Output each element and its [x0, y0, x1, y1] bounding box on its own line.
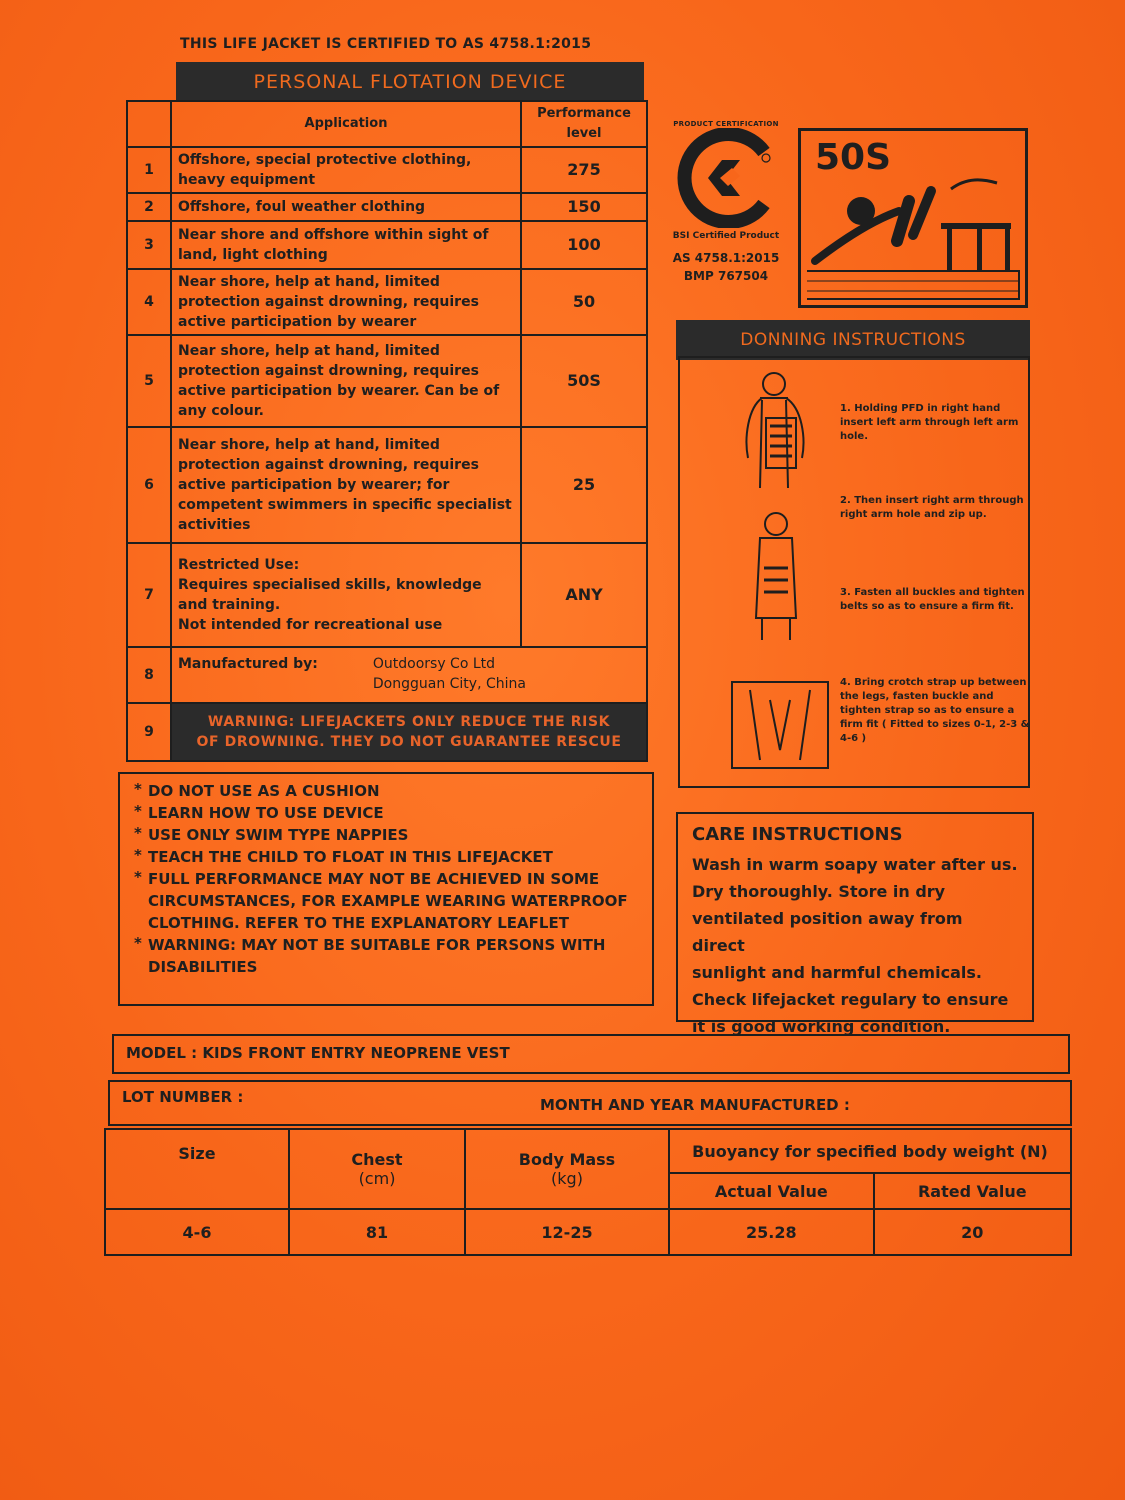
- row-number: 1: [127, 147, 171, 193]
- bullet-item: * WARNING: MAY NOT BE SUITABLE FOR PERSONS WITH DISABILITIES: [148, 934, 642, 978]
- bullet-item: * TEACH THE CHILD TO FLOAT IN THIS LIFEJACKET: [148, 846, 642, 868]
- pfd-title: PERSONAL FLOTATION DEVICE: [176, 62, 644, 102]
- rated-value-header: Rated Value: [874, 1173, 1071, 1209]
- standard-label: AS 4758.1:2015: [672, 251, 780, 265]
- performance-badge: [798, 128, 1028, 308]
- care-line: Dry thoroughly. Store in dry: [692, 882, 946, 901]
- donning-instructions: [678, 356, 1030, 788]
- safety-bullets: [118, 772, 654, 1006]
- donning-step: 3. Fasten all buckles and tighten belts so as to ensure a firm fit.: [840, 587, 1025, 612]
- donning-step: 4. Bring crotch strap up between the legs, fasten buckle and tighten strap so as to ensure a firm fit ( Fitted to sizes 0-1, 2-3 & 4-6 ): [840, 677, 1030, 744]
- row-level: ANY: [521, 543, 647, 647]
- bmp-label: BMP 767504: [683, 269, 769, 283]
- row-number: 3: [127, 221, 171, 269]
- table-row: [127, 269, 647, 335]
- row-application: Near shore, help at hand, limited protection against drowning, requires active participation by wearer: [171, 269, 521, 335]
- table-row: [127, 427, 647, 543]
- row-application: Near shore and offshore within sight of land, light clothing: [171, 221, 521, 269]
- manufacturer-cell: [171, 647, 647, 703]
- row-level: 150: [521, 193, 647, 221]
- size-table: [104, 1128, 1072, 1256]
- manufacturer-name: Outdoorsy Co Ltd: [372, 656, 496, 672]
- bullet-item: * LEARN HOW TO USE DEVICE: [148, 802, 642, 824]
- table-header-row: [127, 101, 647, 147]
- row-number: 8: [127, 647, 171, 703]
- size-value: 4-6: [105, 1209, 289, 1255]
- performance-table: [126, 100, 648, 762]
- product-certification: [660, 120, 792, 310]
- care-line: Check lifejacket regulary to ensure: [692, 990, 1009, 1009]
- warning-line: OF DROWNING. THEY DO NOT GUARANTEE RESCUE: [196, 734, 622, 750]
- restricted-line: Requires specialised skills, knowledge and training.: [178, 577, 482, 613]
- row-number: 9: [127, 703, 171, 761]
- table-row: [127, 221, 647, 269]
- number-header: [127, 101, 171, 147]
- rated-value: 20: [874, 1209, 1071, 1255]
- table-row: [127, 543, 647, 647]
- care-line: it is good working condition.: [692, 1017, 951, 1036]
- care-title: CARE INSTRUCTIONS: [692, 824, 903, 845]
- warning-band: [171, 703, 647, 761]
- lot-bar: [108, 1080, 1072, 1126]
- chest-value: 81: [289, 1209, 465, 1255]
- bullet-item: * USE ONLY SWIM TYPE NAPPIES: [148, 824, 642, 846]
- mass-header: [465, 1129, 669, 1209]
- donning-step: 1. Holding PFD in right hand insert left arm through left arm hole.: [840, 403, 1019, 442]
- manufacturer-row: [127, 647, 647, 703]
- bsi-label: BSI Certified Product: [672, 231, 780, 241]
- actual-value-header: Actual Value: [669, 1173, 874, 1209]
- row-level: 275: [521, 147, 647, 193]
- row-number: 5: [127, 335, 171, 427]
- restricted-line: Not intended for recreational use: [178, 617, 443, 633]
- actual-value: 25.28: [669, 1209, 874, 1255]
- row-application: Offshore, foul weather clothing: [171, 193, 521, 221]
- row-number: 2: [127, 193, 171, 221]
- manufacturer-city: Dongguan City, China: [372, 676, 526, 692]
- manufacture-date-label: MONTH AND YEAR MANUFACTURED :: [540, 1096, 850, 1114]
- performance-header: Performance level: [521, 101, 647, 147]
- row-application: Near shore, help at hand, limited protection against drowning, requires active participation by wearer. Can be of any colour.: [171, 335, 521, 427]
- care-line: sunlight and harmful chemicals.: [692, 963, 982, 982]
- mass-value: 12-25: [465, 1209, 669, 1255]
- donning-title: DONNING INSTRUCTIONS: [676, 320, 1030, 360]
- warning-line: WARNING: LIFEJACKETS ONLY REDUCE THE RISK: [207, 714, 611, 730]
- manufacturer-label: Manufactured by:: [178, 656, 318, 672]
- bsi-kitemark-icon: [660, 128, 792, 228]
- table-row: [127, 147, 647, 193]
- table-row: [127, 193, 647, 221]
- mass-unit: (kg): [551, 1169, 583, 1188]
- care-instructions: [676, 812, 1034, 1036]
- care-line: Wash in warm soapy water after us.: [692, 855, 1018, 874]
- row-level: 50S: [521, 335, 647, 427]
- model-label: MODEL : KIDS FRONT ENTRY NEOPRENE VEST: [126, 1044, 510, 1062]
- chest-unit: (cm): [358, 1169, 396, 1188]
- lot-number-label: LOT NUMBER :: [122, 1088, 244, 1106]
- mass-label: Body Mass: [518, 1150, 616, 1169]
- warning-row: [127, 703, 647, 761]
- row-number: 4: [127, 269, 171, 335]
- swimmer-rescue-icon: [801, 131, 1025, 305]
- size-header-row: [105, 1129, 1071, 1173]
- certification-line: THIS LIFE JACKET IS CERTIFIED TO AS 4758.1:2015: [180, 36, 592, 52]
- row-application: Offshore, special protective clothing, heavy equipment: [171, 147, 521, 193]
- buoyancy-header: Buoyancy for specified body weight (N): [669, 1129, 1071, 1173]
- table-row: [127, 335, 647, 427]
- application-header: Application: [171, 101, 521, 147]
- care-line: ventilated position away from direct: [692, 909, 963, 955]
- chest-label: Chest: [351, 1150, 403, 1169]
- row-level: 50: [521, 269, 647, 335]
- donning-step: 2. Then insert right arm through right arm hole and zip up.: [840, 495, 1024, 520]
- crotch-strap-icon: [730, 680, 830, 770]
- badge-label: 50S: [815, 137, 892, 178]
- row-application: Near shore, help at hand, limited protection against drowning, requires active participation by wearer; for competent swimmers in specific specialist activities: [171, 427, 521, 543]
- row-number: 7: [127, 543, 171, 647]
- row-number: 6: [127, 427, 171, 543]
- chest-header: [289, 1129, 465, 1209]
- certification-heading: PRODUCT CERTIFICATION: [673, 120, 779, 128]
- row-level: 25: [521, 427, 647, 543]
- person-zipping-pfd-icon: [732, 508, 822, 648]
- bullet-item: * DO NOT USE AS A CUSHION: [148, 780, 642, 802]
- restricted-line: Restricted Use:: [178, 557, 300, 573]
- model-bar: [112, 1034, 1070, 1074]
- person-holding-pfd-icon: [732, 368, 822, 498]
- bullet-item: * FULL PERFORMANCE MAY NOT BE ACHIEVED IN SOME CIRCUMSTANCES, FOR EXAMPLE WEARING WATERPROOF CLOTHING. REFER TO THE EXPLANATORY LEAFLET: [148, 868, 642, 934]
- row-level: 100: [521, 221, 647, 269]
- row-application-restricted: [171, 543, 521, 647]
- size-header: Size: [105, 1129, 289, 1209]
- size-row: [105, 1209, 1071, 1255]
